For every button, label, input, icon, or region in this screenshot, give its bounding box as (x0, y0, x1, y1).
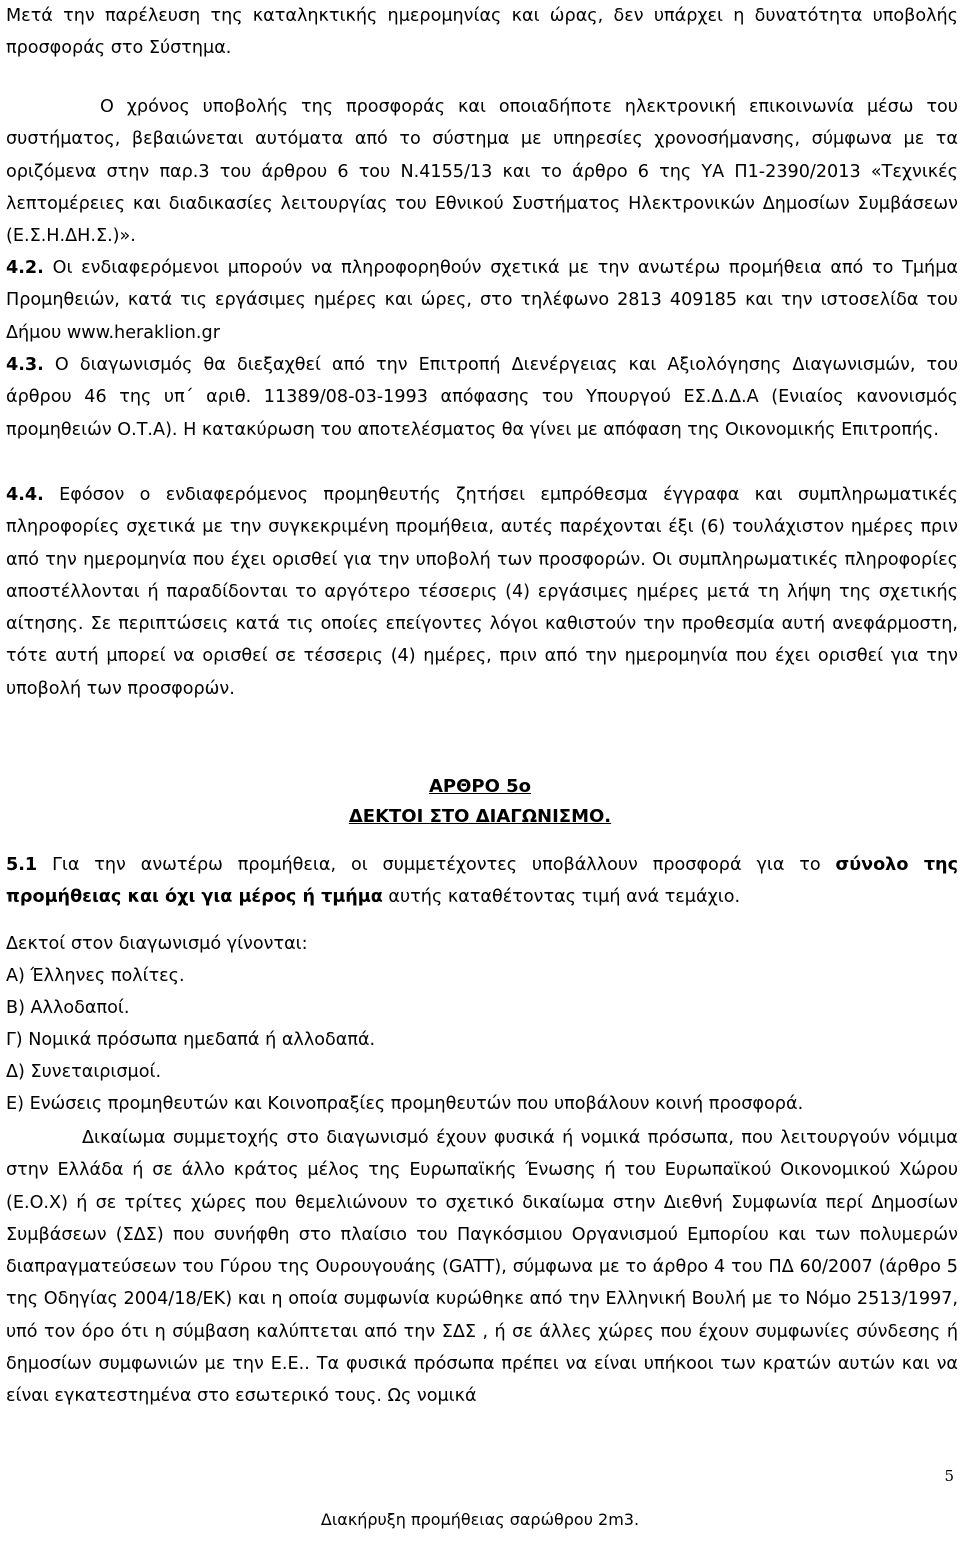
section-number: 4.2. (6, 258, 44, 278)
eligible-item: Ε) Ενώσεις προμηθευτών και Κοινοπραξίες προμηθευτών που υποβάλουν κοινή προσφορά. (6, 1094, 804, 1114)
paragraph-text: Μετά την παρέλευση της καταληκτικής ημερομηνίας και ώρας, δεν υπάρχει η δυνατότητα υποβολής προσφοράς στο Σύστημα. (6, 6, 958, 59)
article-title: ΔΕΚΤΟΙ ΣΤΟ ΔΙΑΓΩΝΙΣΜΟ. (348, 806, 612, 827)
eligible-item: Α) Έλληνες πολίτες. (6, 966, 185, 986)
paragraph-4-4 (6, 479, 958, 705)
paragraph-text: Οι ενδιαφερόμενοι μπορούν να πληροφορηθούν σχετικά με την ανωτέρω προμήθεια από το Τμήμα Προμηθειών, κατά τις εργάσιμες ημέρες και ώρες, στο τηλέφωνο 2813 409185 και την ιστοσελίδα του Δήμου www.heraklion.gr (6, 258, 958, 343)
paragraph-text: Ο διαγωνισμός θα διεξαχθεί από την Επιτροπή Διενέργειας και Αξιολόγησης Διαγωνισμών, του άρθρου 46 της υπ΄ αριθ. 11389/08-03-1993 απόφασης του Υπουργού ΕΣ.Δ.Δ.Α (Ενιαίος κανονισμός προμηθειών Ο.Τ.Α). Η κατακύρωση του αποτελέσματος θα γίνει με απόφαση της Οικονομικής Επιτροπής. (6, 355, 959, 440)
eligible-item: Β) Αλλοδαποί. (6, 998, 130, 1018)
submission-time-paragraph (6, 91, 958, 252)
section-number: 5.1 (6, 855, 38, 875)
paragraph-4-2 (6, 252, 958, 349)
paragraph-text: αυτής καταθέτοντας τιμή ανά τεμάχιο. (382, 887, 741, 908)
paragraph-text: Ο χρόνος υποβολής της προσφοράς και οποιαδήποτε ηλεκτρονική επικοινωνία μέσω του συστήματος, βεβαιώνεται αυτόματα από το σύστημα με υπηρεσίες χρονοσήμανσης, σύμφωνα με τα οριζόμενα στην παρ.3 του άρθρου 6 του Ν.4155/13 και το άρθρο 6 της ΥΑ Π1-2390/2013 «Τεχνικές λεπτομέρειες και διαδικασίες λειτουργίας του Εθνικού Συστήματος Ηλεκτρονικών Δημοσίων Συμβάσεων (Ε.Σ.Η.ΔΗ.Σ.)». (6, 97, 958, 247)
section-number: 4.3. (6, 355, 44, 375)
eligible-item: Δ) Συνεταιρισμοί. (6, 1062, 162, 1082)
paragraph-text: Εφόσον ο ενδιαφερόμενος προμηθευτής ζητήσει εμπρόθεσμα έγγραφα και συμπληρωματικές πληροφορίες σχετικά με την συγκεκριμένη προμήθεια, αυτές παρέχονται έξι (6) τουλάχιστον ημέρες πριν από την ημερομηνία που έχει ορισθεί για την υποβολή των προσφορών. Οι συμπληρωματικές πληροφορίες αποστέλλονται ή παραδίδονται το αργότερο τέσσερις (4) εργάσιμες ημέρες μετά τη λήψη της σχετικής αίτησης. Σε περιπτώσεις κατά τις οποίες επείγοντες λόγοι καθιστούν την προθεσμία αυτή ανεφάρμοστη, τότε αυτή μπορεί να ορισθεί σε τέσσερις (4) ημέρες, πριν από την ημερομηνία που έχει ορισθεί για την υποβολή των προσφορών. (6, 485, 958, 699)
eligible-intro: Δεκτοί στον διαγωνισμό γίνονται: (6, 934, 308, 954)
paragraph-text: Για την ανωτέρω προμήθεια, οι συμμετέχοντες υποβάλλουν προσφορά για το (52, 855, 836, 875)
article-heading: ΑΡΘΡΟ 5ο (428, 776, 532, 797)
section-number: 4.4. (6, 485, 44, 505)
eligible-item: Γ) Νομικά πρόσωπα ημεδαπά ή αλλοδαπά. (6, 1030, 376, 1050)
emphasis-text: σύνολο της προμήθειας και όχι για μέρος ή τμήμα (6, 855, 958, 908)
paragraph-text: Δικαίωμα συμμετοχής στο διαγωνισμό έχουν φυσικά ή νομικά πρόσωπα, που λειτουργούν νόμιμα στην Ελλάδα ή σε άλλο κράτος μέλος της Ευρωπαϊκής Ένωσης ή του Ευρωπαϊκού Οικονομικού Χώρου (Ε.Ο.Χ) ή σε τρίτες χώρες που θεμελιώνουν το σχετικό δικαίωμα στην Διεθνή Συμφωνία περί Δημοσίων Συμβάσεων (ΣΔΣ) που συνήφθη στο πλαίσιο του Παγκόσμιου Οργανισμού Εμπορίου και των πολυμερών διαπραγματεύσεων του Γύρου της Ουρουγουάης (GATT), σύμφωνα με το άρθρο 4 του ΠΔ 60/2007 (άρθρο 5 της Οδηγίας 2004/18/ΕΚ) και η οποία συμφωνία κυρώθηκε από την Ελληνική Βουλή με το Νόμο 2513/1997, υπό τον όρο ότι η σύμβαση καλύπτεται από την ΣΔΣ , ή σε άλλες χώρες που έχουν συμφωνίες σύνδεσης ή δημοσίων συμφωνιών με την Ε.Ε.. Τα φυσικά πρόσωπα πρέπει να είναι υπήκοοι των κρατών αυτών και να είναι εγκατεστημένα στο εσωτερικό τους. Ως νομικά (6, 1128, 958, 1407)
page-footer: Διακήρυξη προμήθειας σαρώθρου 2m3. (320, 1510, 640, 1529)
closing-deadline-paragraph (6, 0, 958, 65)
paragraph-5-1 (6, 849, 958, 914)
paragraph-4-3 (6, 349, 958, 446)
participation-rights-paragraph (6, 1122, 958, 1413)
page-number: 5 (944, 1467, 954, 1485)
